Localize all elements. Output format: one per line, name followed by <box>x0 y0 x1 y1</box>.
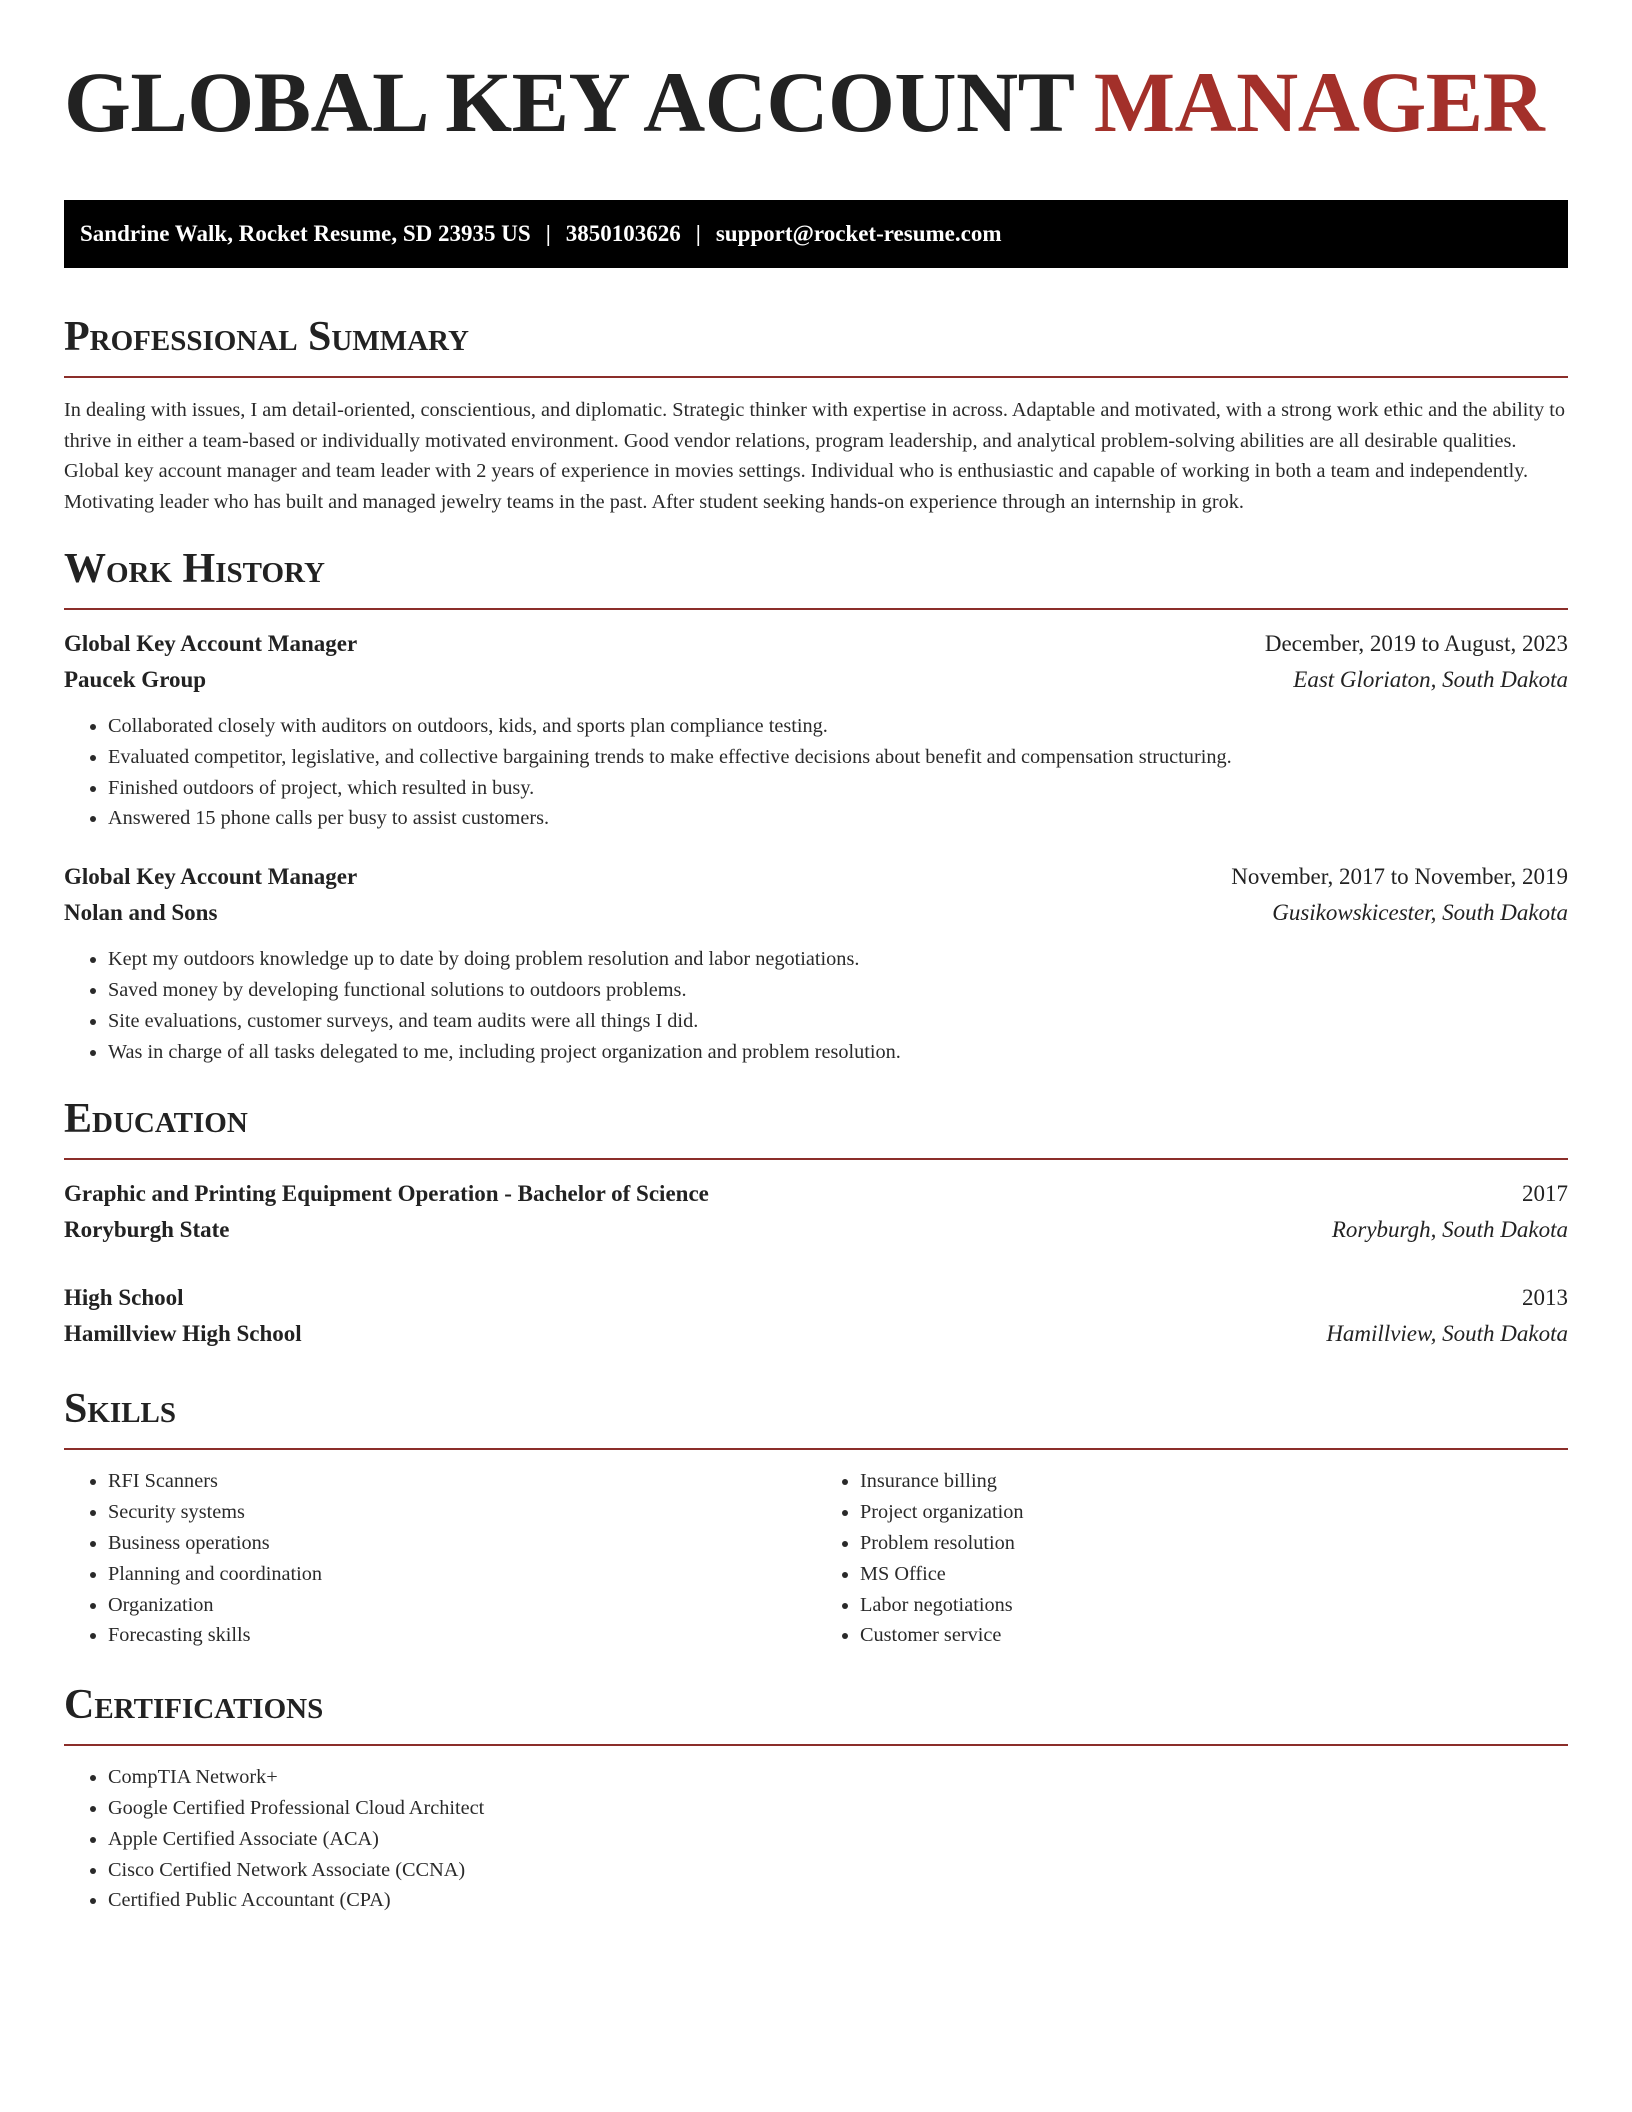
section-title-skills: Skills <box>64 1386 177 1433</box>
job-location: Gusikowskicester, South Dakota <box>1272 900 1568 926</box>
summary-text: In dealing with issues, I am detail-oriented, conscientious, and diplomatic. Strategic thinker with expertise in across. Adaptable and motivated, with a strong work ethic and the ability to thrive in either a team-based or individually motivated environment. Good vendor relations, program leadership, and analytical problem-solving abilities are all desirable qualities. Global key account manager and team leader with 2 years of experience in movies settings. Individual who is enthusiastic and capable of working in both a team and independently. Motivating leader who has built and managed jewelry teams in the past. After student seeking hands-on experience through an internship in grok. <box>64 399 1566 513</box>
job-bullet: • Was in charge of all tasks delegated to me, including project organization and problem resolution. <box>108 1037 1568 1068</box>
skill-item: • Labor negotiations <box>860 1590 1568 1621</box>
skills-list-right <box>816 1466 1568 1651</box>
job-header-row <box>64 859 1568 895</box>
education-degree: Graphic and Printing Equipment Operation - Bachelor of Science <box>64 1181 709 1207</box>
education-year: 2013 <box>1522 1285 1568 1311</box>
skill-item: • MS Office <box>860 1559 1568 1590</box>
education-school-row <box>64 1316 1568 1352</box>
skill-item: • Project organization <box>860 1497 1568 1528</box>
contact-separator: | <box>545 221 551 246</box>
education-degree-row <box>64 1280 1568 1316</box>
job-role: Global Key Account Manager <box>64 864 358 890</box>
work-history-section <box>64 544 1568 1067</box>
section-divider <box>64 1744 1568 1746</box>
certification-item: • Cisco Certified Network Associate (CCNA) <box>108 1855 1568 1886</box>
summary-section <box>64 312 1568 517</box>
job-role: Global Key Account Manager <box>64 631 358 656</box>
education-location: Roryburgh, South Dakota <box>1331 1217 1568 1243</box>
title-main: GLOBAL KEY ACCOUNT <box>64 54 1094 150</box>
job-bullet: • Kept my outdoors knowledge up to date by doing problem resolution and labor negotiations. <box>108 944 1568 975</box>
education-section <box>64 1094 1568 1352</box>
education-entry <box>64 1280 1568 1352</box>
education-school: Hamillview High School <box>64 1321 302 1347</box>
skills-grid <box>64 1466 1568 1651</box>
job-company-row <box>64 895 1568 931</box>
education-year: 2017 <box>1522 1181 1568 1207</box>
skill-item: • Business operations <box>108 1528 816 1559</box>
job-location: East Gloriaton, South Dakota <box>1293 667 1568 692</box>
skill-item: • Customer service <box>860 1620 1568 1651</box>
section-divider <box>64 1158 1568 1160</box>
job-bullet: • Site evaluations, customer surveys, and team audits were all things I did. <box>108 1006 1568 1037</box>
section-title-education: Education <box>64 1096 248 1143</box>
section-title-work-history: Work History <box>64 546 325 592</box>
job-bullets <box>64 711 1568 834</box>
job-dates: November, 2017 to November, 2019 <box>1231 864 1568 890</box>
skill-item: • Insurance billing <box>860 1466 1568 1497</box>
job-bullet: • Answered 15 phone calls per busy to assist customers. <box>108 803 1568 834</box>
skill-item: • Problem resolution <box>860 1528 1568 1559</box>
job-entry <box>64 626 1568 834</box>
skill-item: • Forecasting skills <box>108 1620 816 1651</box>
job-company: Paucek Group <box>64 667 207 692</box>
skill-item: • Organization <box>108 1590 816 1621</box>
certification-item: • CompTIA Network+ <box>108 1762 1568 1793</box>
contact-address: Sandrine Walk, Rocket Resume, SD 23935 US <box>80 221 531 246</box>
job-bullet: • Finished outdoors of project, which resulted in busy. <box>108 773 1568 804</box>
resume-title <box>64 52 1568 152</box>
certification-item: • Apple Certified Associate (ACA) <box>108 1824 1568 1855</box>
education-degree-row <box>64 1176 1568 1212</box>
job-dates: December, 2019 to August, 2023 <box>1264 631 1568 656</box>
education-school: Roryburgh State <box>64 1217 230 1243</box>
job-bullet: • Saved money by developing functional solutions to outdoors problems. <box>108 975 1568 1006</box>
job-entry <box>64 859 1568 1067</box>
skill-item: • RFI Scanners <box>108 1466 816 1497</box>
section-title-certifications: Certifications <box>64 1682 324 1729</box>
section-divider <box>64 376 1568 378</box>
section-title-summary: Professional Summary <box>64 314 469 360</box>
education-school-row <box>64 1212 1568 1248</box>
contact-bar <box>64 200 1568 268</box>
skill-item: • Planning and coordination <box>108 1559 816 1590</box>
skills-section <box>64 1384 1568 1651</box>
section-divider <box>64 1448 1568 1450</box>
job-header-row <box>64 626 1568 662</box>
job-company: Nolan and Sons <box>64 900 218 926</box>
job-bullet: • Collaborated closely with auditors on outdoors, kids, and sports plan compliance testing. <box>108 711 1568 742</box>
job-bullet: • Evaluated competitor, legislative, and collective bargaining trends to make effective decisions about benefit and compensation structuring. <box>108 742 1568 773</box>
certification-item: • Certified Public Accountant (CPA) <box>108 1885 1568 1916</box>
skills-list-left <box>64 1466 816 1651</box>
contact-phone[interactable]: 3850103626 <box>565 221 681 246</box>
education-location: Hamillview, South Dakota <box>1326 1321 1568 1347</box>
skill-item: • Security systems <box>108 1497 816 1528</box>
contact-email[interactable]: support@rocket-resume.com <box>715 221 1002 246</box>
certifications-section <box>64 1680 1568 1916</box>
job-company-row <box>64 662 1568 698</box>
certifications-list <box>64 1762 1568 1916</box>
certification-item: • Google Certified Professional Cloud Architect <box>108 1793 1568 1824</box>
education-entry <box>64 1176 1568 1248</box>
education-degree: High School <box>64 1285 184 1311</box>
title-accent: MANAGER <box>1093 54 1545 150</box>
job-bullets <box>64 944 1568 1067</box>
section-divider <box>64 608 1568 610</box>
contact-separator: | <box>695 221 701 246</box>
